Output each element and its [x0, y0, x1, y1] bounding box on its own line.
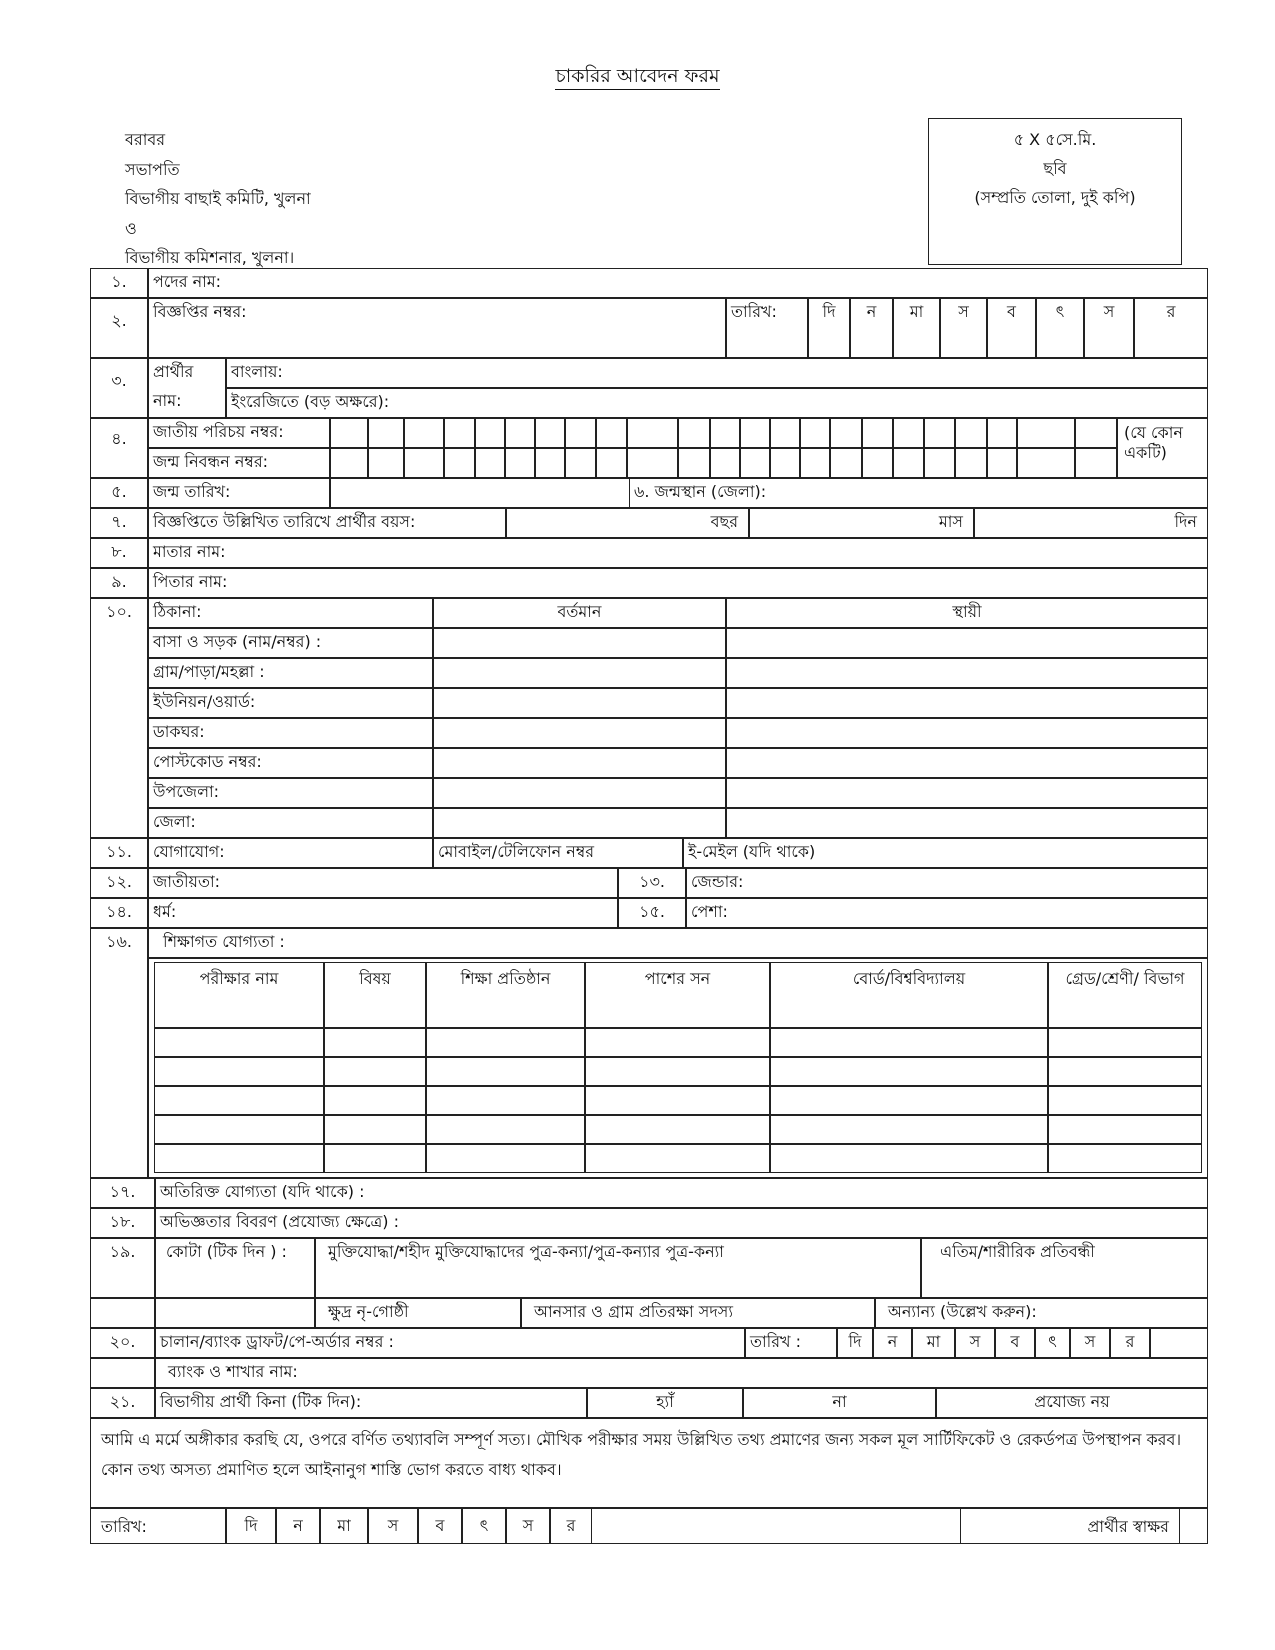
birth-reg-digit-box[interactable]	[535, 448, 565, 478]
education-cell[interactable]	[770, 1028, 1048, 1057]
date-box[interactable]: স	[1084, 298, 1134, 358]
experience-field[interactable]: অভিজ্ঞতার বিবরণ (প্রযোজ্য ক্ষেত্রে) :	[155, 1208, 1208, 1238]
education-cell[interactable]	[324, 1144, 426, 1173]
education-cell[interactable]	[154, 1057, 324, 1086]
gender-field[interactable]: জেন্ডার:	[686, 868, 1208, 898]
birth-reg-digit-box[interactable]	[596, 448, 627, 478]
quota-freedom-fighter-option[interactable]: মুক্তিযোদ্ধা/শহীদ মুক্তিযোদ্ধাদের পুত্র-কন্যা/পুত্র-কন্যার পুত্র-কন্যা	[315, 1238, 921, 1298]
date-box[interactable]: দি	[808, 298, 850, 358]
education-cell[interactable]	[1048, 1144, 1202, 1173]
birth-reg-digit-box[interactable]	[800, 448, 830, 478]
birth-reg-digit-box[interactable]	[830, 448, 862, 478]
date-box[interactable]: স	[1070, 1328, 1110, 1358]
addressee-line: বরাবর	[125, 130, 166, 149]
education-cell[interactable]	[585, 1086, 770, 1115]
birth-reg-digit-box[interactable]	[987, 448, 1017, 478]
present-address-field[interactable]	[433, 718, 726, 748]
nid-digit-box[interactable]	[800, 418, 830, 448]
option-no[interactable]: না	[743, 1388, 936, 1418]
quota-label-blank	[155, 1298, 315, 1328]
birth-reg-digit-box[interactable]	[955, 448, 987, 478]
education-cell[interactable]	[770, 1115, 1048, 1144]
education-header: বোর্ড/বিশ্ববিদ্যালয়	[770, 962, 1048, 1028]
row-number: ১৬.	[90, 928, 148, 1178]
date-box[interactable]: ৎ	[462, 1508, 506, 1544]
date-box[interactable]: স	[368, 1508, 418, 1544]
nid-digit-box[interactable]	[678, 418, 710, 448]
extra-qualification-field[interactable]: অতিরিক্ত যোগ্যতা (যদি থাকে) :	[155, 1178, 1208, 1208]
birth-reg-digit-box[interactable]	[368, 448, 404, 478]
contact-label: যোগাযোগ:	[148, 838, 433, 868]
date-box[interactable]: ব	[987, 298, 1036, 358]
form-title: চাকরির আবেদন ফরম	[0, 62, 1275, 94]
present-address-field[interactable]	[433, 628, 726, 658]
nid-digit-box[interactable]	[740, 418, 770, 448]
occupation-field[interactable]: পেশা:	[686, 898, 1208, 928]
row-number: ৮.	[90, 538, 148, 568]
permanent-address-field[interactable]	[726, 658, 1208, 688]
birth-reg-digit-box[interactable]	[893, 448, 924, 478]
quota-orphan-disabled-option[interactable]: এতিম/শারীরিক প্রতিবন্ধী	[921, 1238, 1208, 1298]
nid-digit-box[interactable]	[505, 418, 535, 448]
birth-reg-label: জন্ম নিবন্ধন নম্বর:	[148, 448, 330, 478]
nid-digit-box[interactable]	[368, 418, 404, 448]
date-box[interactable]: র	[550, 1508, 592, 1544]
education-cell[interactable]	[426, 1086, 585, 1115]
nid-digit-box[interactable]	[330, 418, 368, 448]
birthplace-field[interactable]: ৬. জন্মস্থান (জেলা):	[630, 478, 1208, 508]
date-box[interactable]: মা	[320, 1508, 368, 1544]
date-label: তারিখ :	[745, 1328, 837, 1358]
row-number-blank	[90, 1298, 155, 1328]
permanent-address-field[interactable]	[726, 688, 1208, 718]
nid-digit-box[interactable]	[770, 418, 800, 448]
nid-digit-box[interactable]	[475, 418, 505, 448]
name-label: প্রার্থীর	[148, 358, 226, 388]
row-number: ৩.	[90, 358, 148, 418]
nid-digit-box[interactable]	[924, 418, 955, 448]
date-box[interactable]: দি	[837, 1328, 873, 1358]
birth-reg-digit-box[interactable]	[740, 448, 770, 478]
quota-ansar-option[interactable]: আনসার ও গ্রাম প্রতিরক্ষা সদস্য	[521, 1298, 875, 1328]
date-box[interactable]: ৎ	[1036, 298, 1084, 358]
address-item-label: গ্রাম/পাড়া/মহল্লা :	[148, 658, 433, 688]
date-box[interactable]: র	[1134, 298, 1208, 358]
either-one-note: (যে কোন একটি)	[1117, 418, 1208, 478]
row-number: ১২.	[90, 868, 148, 898]
nid-digit-box[interactable]	[710, 418, 740, 448]
signature-label: প্রার্থীর স্বাক্ষর	[960, 1508, 1180, 1544]
nid-label: জাতীয় পরিচয় নম্বর:	[148, 418, 330, 448]
age-label: বিজ্ঞপ্তিতে উল্লিখিত তারিখে প্রার্থীর বয়স:	[148, 508, 506, 538]
row-number: ১৭.	[90, 1178, 155, 1208]
permanent-address-header: স্থায়ী	[726, 598, 1208, 628]
education-cell[interactable]	[770, 1144, 1048, 1173]
option-not-applicable[interactable]: প্রযোজ্য নয়	[936, 1388, 1208, 1418]
addressee-line: বিভাগীয় বাছাই কমিটি, খুলনা	[125, 189, 311, 208]
addressee-line: বিভাগীয় কমিশনার, খুলনা।	[125, 248, 295, 267]
circular-number-field[interactable]: বিজ্ঞপ্তির নম্বর:	[148, 298, 726, 358]
date-box[interactable]: ব	[418, 1508, 462, 1544]
education-header: পাশের সন	[585, 962, 770, 1028]
addressee-line: সভাপতি	[125, 159, 180, 179]
addressee-line: ও	[125, 218, 137, 238]
nid-digit-box[interactable]	[404, 418, 444, 448]
nationality-field[interactable]: জাতীয়তা:	[148, 868, 618, 898]
name-label: নাম:	[148, 388, 226, 418]
address-item-label: বাসা ও সড়ক (নাম/নম্বর) :	[148, 628, 433, 658]
birth-reg-digit-box[interactable]	[862, 448, 893, 478]
education-cell[interactable]	[426, 1028, 585, 1057]
row-number: ১৩.	[618, 868, 686, 898]
date-box[interactable]: মা	[893, 298, 940, 358]
education-cell[interactable]	[770, 1057, 1048, 1086]
email-field[interactable]: ই-মেইল (যদি থাকে)	[683, 838, 1208, 868]
education-cell[interactable]	[324, 1057, 426, 1086]
post-name-field[interactable]: পদের নাম:	[148, 268, 1208, 298]
education-label: শিক্ষাগত যোগ্যতা :	[148, 928, 1208, 958]
row-number: ১.	[90, 268, 148, 298]
education-header: পরীক্ষার নাম	[154, 962, 324, 1028]
nid-digit-box[interactable]	[627, 418, 678, 448]
age-years-field[interactable]: বছর	[506, 508, 749, 538]
address-label: ঠিকানা:	[148, 598, 433, 628]
photo-note: (সম্প্রতি তোলা, দুই কপি)	[974, 188, 1136, 207]
education-header: বিষয়	[324, 962, 426, 1028]
birth-reg-digit-box[interactable]	[475, 448, 505, 478]
address-item-label: ইউনিয়ন/ওয়ার্ড:	[148, 688, 433, 718]
address-item-label: জেলা:	[148, 808, 433, 838]
birth-reg-digit-box[interactable]	[404, 448, 444, 478]
nid-digit-box[interactable]	[893, 418, 924, 448]
present-address-field[interactable]	[433, 778, 726, 808]
birth-reg-digit-box[interactable]	[1075, 448, 1117, 478]
education-cell[interactable]	[324, 1028, 426, 1057]
mobile-field[interactable]: মোবাইল/টেলিফোন নম্বর	[433, 838, 683, 868]
education-cell[interactable]	[426, 1115, 585, 1144]
row-number: ২০.	[90, 1328, 155, 1358]
permanent-address-field[interactable]	[726, 748, 1208, 778]
photo-size: ৫ X ৫সে.মি.	[1013, 130, 1097, 149]
birth-reg-digit-box[interactable]	[505, 448, 535, 478]
education-cell[interactable]	[154, 1028, 324, 1057]
nid-digit-box[interactable]	[444, 418, 475, 448]
age-days-field[interactable]: দিন	[974, 508, 1208, 538]
education-cell[interactable]	[426, 1144, 585, 1173]
birth-reg-digit-box[interactable]	[627, 448, 678, 478]
date-box[interactable]	[1150, 1328, 1208, 1358]
education-cell[interactable]	[585, 1028, 770, 1057]
row-number: ১৫.	[618, 898, 686, 928]
date-box[interactable]: র	[1110, 1328, 1150, 1358]
education-header: শিক্ষা প্রতিষ্ঠান	[426, 962, 585, 1028]
education-cell[interactable]	[585, 1144, 770, 1173]
address-item-label: ডাকঘর:	[148, 718, 433, 748]
quota-label: কোটা (টিক দিন ) :	[155, 1238, 315, 1298]
education-cell[interactable]	[154, 1115, 324, 1144]
permanent-address-field[interactable]	[726, 778, 1208, 808]
row-number: ১৯.	[90, 1238, 155, 1298]
declaration-text: আমি এ মর্মে অঙ্গীকার করছি যে, ওপরে বর্ণিত তথ্যাবলি সম্পূর্ণ সত্য। মৌখিক পরীক্ষার সময় উল্লিখিত তথ্য প্রমাণের জন্য সকল মূল সার্টিফিকেট ও রেকর্ডপত্র উপস্থাপন করব। কোন তথ্য অসত্য প্রমাণিত হলে আইনানুগ শাস্তি ভোগ করতে বাধ্য থাকব।	[90, 1418, 1208, 1508]
education-cell[interactable]	[1048, 1086, 1202, 1115]
address-item-label: উপজেলা:	[148, 778, 433, 808]
row-number: ১১.	[90, 838, 148, 868]
education-cell[interactable]	[324, 1115, 426, 1144]
name-bangla-field[interactable]: বাংলায়:	[226, 358, 1208, 388]
nid-digit-box[interactable]	[987, 418, 1017, 448]
row-number: ৭.	[90, 508, 148, 538]
religion-field[interactable]: ধর্ম:	[148, 898, 618, 928]
birth-reg-digit-box[interactable]	[565, 448, 596, 478]
option-yes[interactable]: হ্যাঁ	[587, 1388, 743, 1418]
present-address-header: বর্তমান	[433, 598, 726, 628]
education-cell[interactable]	[154, 1144, 324, 1173]
row-number-blank	[90, 1358, 155, 1388]
mother-name-field[interactable]: মাতার নাম:	[148, 538, 1208, 568]
quota-ethnic-option[interactable]: ক্ষুদ্র নৃ-গোষ্ঠী	[315, 1298, 521, 1328]
education-cell[interactable]	[1048, 1115, 1202, 1144]
birth-reg-digit-box[interactable]	[710, 448, 740, 478]
date-box[interactable]: ব	[995, 1328, 1035, 1358]
date-box[interactable]: দি	[226, 1508, 276, 1544]
father-name-field[interactable]: পিতার নাম:	[148, 568, 1208, 598]
row-number: ৯.	[90, 568, 148, 598]
nid-digit-box[interactable]	[565, 418, 596, 448]
quota-other-option[interactable]: অন্যান্য (উল্লেখ করুন):	[875, 1298, 1208, 1328]
date-box[interactable]: স	[506, 1508, 550, 1544]
birth-reg-digit-box[interactable]	[1017, 448, 1075, 478]
education-cell[interactable]	[324, 1086, 426, 1115]
nid-digit-box[interactable]	[596, 418, 627, 448]
education-cell[interactable]	[770, 1086, 1048, 1115]
bank-branch-field[interactable]: ব্যাংক ও শাখার নাম:	[155, 1358, 1208, 1388]
photo-box[interactable]	[928, 118, 1182, 265]
birth-reg-digit-box[interactable]	[770, 448, 800, 478]
challan-number-field[interactable]: চালান/ব্যাংক ড্রাফট/পে-অর্ডার নম্বর :	[155, 1328, 745, 1358]
footer-date-label: তারিখ:	[90, 1508, 226, 1544]
permanent-address-field[interactable]	[726, 808, 1208, 838]
row-number: ১৮.	[90, 1208, 155, 1238]
present-address-field[interactable]	[433, 658, 726, 688]
nid-digit-box[interactable]	[535, 418, 565, 448]
nid-digit-box[interactable]	[862, 418, 893, 448]
date-box[interactable]: স	[955, 1328, 995, 1358]
present-address-field[interactable]	[433, 808, 726, 838]
dob-label: জন্ম তারিখ:	[148, 478, 330, 508]
present-address-field[interactable]	[433, 688, 726, 718]
birth-reg-digit-box[interactable]	[678, 448, 710, 478]
date-label: তারিখ:	[726, 298, 808, 358]
date-box[interactable]: মা	[912, 1328, 955, 1358]
row-number: ২১.	[90, 1388, 155, 1418]
education-cell[interactable]	[1048, 1028, 1202, 1057]
nid-digit-box[interactable]	[1075, 418, 1117, 448]
addressee-block	[125, 125, 311, 273]
row-number: ১৪.	[90, 898, 148, 928]
birth-reg-digit-box[interactable]	[924, 448, 955, 478]
education-cell[interactable]	[426, 1057, 585, 1086]
birth-reg-digit-box[interactable]	[444, 448, 475, 478]
education-header: গ্রেড/শ্রেণী/ বিভাগ	[1048, 962, 1202, 1028]
nid-digit-box[interactable]	[1017, 418, 1075, 448]
row-number: ৪.	[90, 418, 148, 478]
photo-label: ছবি	[1043, 159, 1067, 178]
date-box[interactable]: ন	[276, 1508, 320, 1544]
date-box[interactable]: স	[940, 298, 987, 358]
permanent-address-field[interactable]	[726, 718, 1208, 748]
nid-digit-box[interactable]	[830, 418, 862, 448]
permanent-address-field[interactable]	[726, 628, 1208, 658]
row-number: ২.	[90, 298, 148, 358]
present-address-field[interactable]	[433, 748, 726, 778]
nid-digit-box[interactable]	[955, 418, 987, 448]
departmental-candidate-label: বিভাগীয় প্রার্থী কিনা (টিক দিন):	[155, 1388, 587, 1418]
education-cell[interactable]	[585, 1115, 770, 1144]
address-item-label: পোস্টকোড নম্বর:	[148, 748, 433, 778]
row-number: ৫.	[90, 478, 148, 508]
dob-field[interactable]	[330, 478, 630, 508]
education-cell[interactable]	[154, 1086, 324, 1115]
date-box[interactable]: ন	[850, 298, 893, 358]
date-box[interactable]: ন	[873, 1328, 912, 1358]
birth-reg-digit-box[interactable]	[330, 448, 368, 478]
name-english-field[interactable]: ইংরেজিতে (বড় অক্ষরে):	[226, 388, 1208, 418]
age-months-field[interactable]: মাস	[749, 508, 974, 538]
date-box[interactable]: ৎ	[1035, 1328, 1070, 1358]
row-number: ১০.	[90, 598, 148, 838]
education-cell[interactable]	[1048, 1057, 1202, 1086]
education-cell[interactable]	[585, 1057, 770, 1086]
